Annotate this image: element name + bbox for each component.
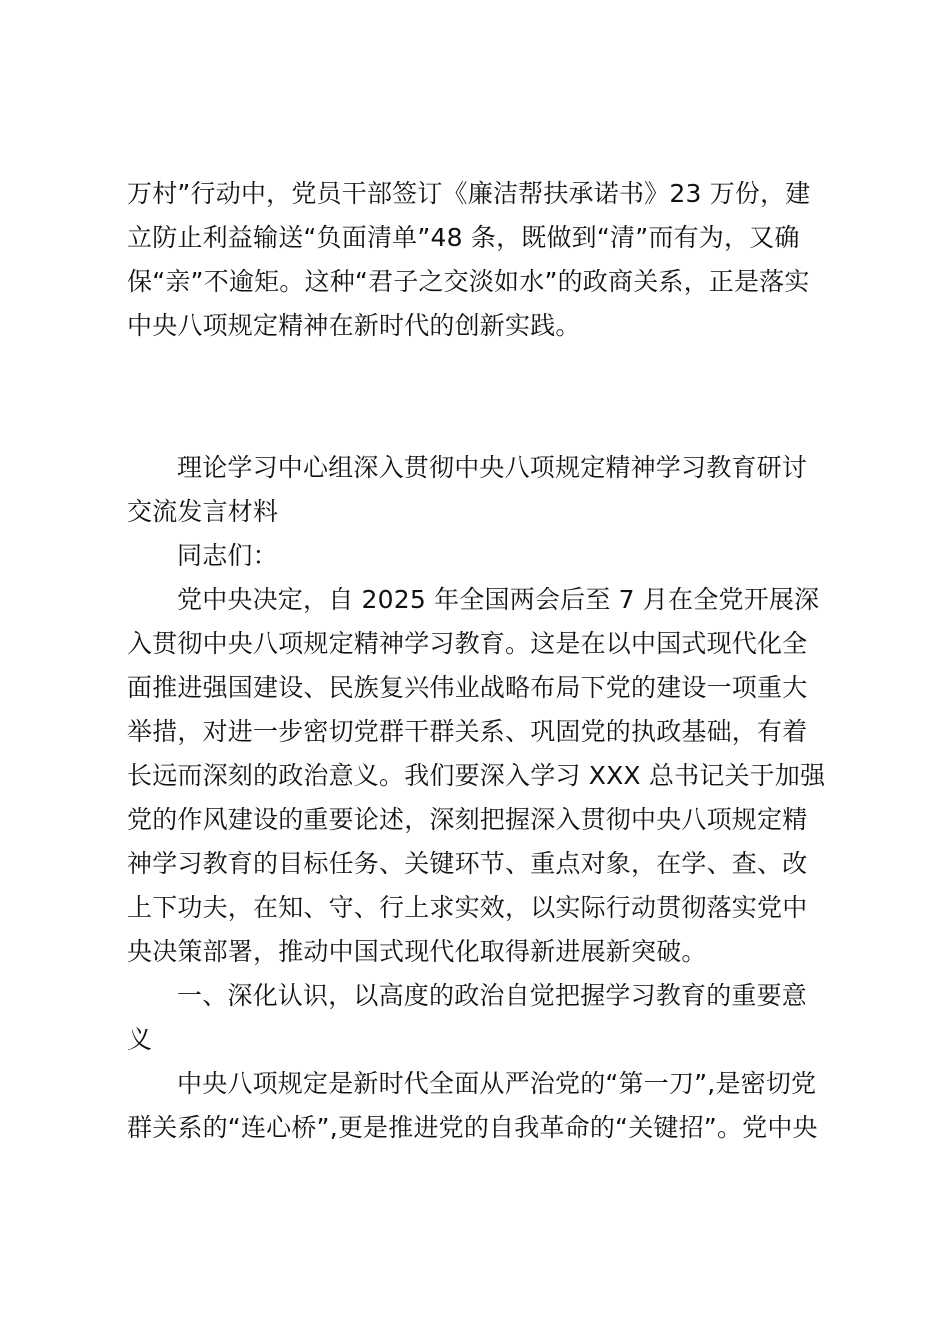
article-title	[127, 446, 827, 534]
intro-paragraph	[127, 578, 827, 974]
paragraph-line: 党中央决定，自 2025 年全国两会后至 7 月在全党开展深	[177, 585, 820, 614]
paragraph-line: 长远而深刻的政治意义。我们要深入学习 XXX 总书记关于加强	[127, 761, 826, 790]
paragraph-line: 入贯彻中央八项规定精神学习教育。这是在以中国式现代化全	[127, 629, 808, 658]
paragraph-line: 中央八项规定是新时代全面从严治党的“第一刀”,是密切党	[177, 1069, 817, 1098]
paragraph-line: 群关系的“连心桥”,更是推进党的自我革命的“关键招”。党中央	[127, 1113, 818, 1142]
paragraph-line: 面推进强国建设、民族复兴伟业战略布局下党的建设一项重大	[127, 673, 808, 702]
paragraph-line: 神学习教育的目标任务、关键环节、重点对象，在学、查、改	[127, 849, 808, 878]
article-body	[127, 446, 827, 1150]
paragraph-line: 党的作风建设的重要论述，深刻把握深入贯彻中央八项规定精	[127, 805, 808, 834]
heading-line: 一、深化认识，以高度的政治自觉把握学习教育的重要意	[177, 981, 808, 1010]
paragraph-line: 举措，对进一步密切党群干群关系、巩固党的执政基础，有着	[127, 717, 808, 746]
salutation: 同志们：	[177, 541, 278, 570]
continuation-paragraph	[127, 172, 827, 348]
paragraph-line: 央决策部署，推动中国式现代化取得新进展新突破。	[127, 937, 707, 966]
title-line: 交流发言材料	[127, 497, 279, 526]
paragraph-line: 立防止利益输送“负面清单”48 条，既做到“清”而有为，又确	[127, 223, 800, 252]
paragraph-line: 万村”行动中，党员干部签订《廉洁帮扶承诺书》23 万份，建	[127, 179, 811, 208]
paragraph-line: 保“亲”不逾矩。这种“君子之交淡如水”的政商关系，正是落实	[127, 267, 810, 296]
heading-line: 义	[127, 1025, 153, 1054]
section-heading	[127, 974, 827, 1062]
paragraph-line: 中央八项规定精神在新时代的创新实践。	[127, 311, 581, 340]
title-line: 理论学习中心组深入贯彻中央八项规定精神学习教育研讨	[177, 453, 808, 482]
paragraph-line: 上下功夫，在知、守、行上求实效，以实际行动贯彻落实党中	[127, 893, 808, 922]
section-paragraph	[127, 1062, 827, 1150]
